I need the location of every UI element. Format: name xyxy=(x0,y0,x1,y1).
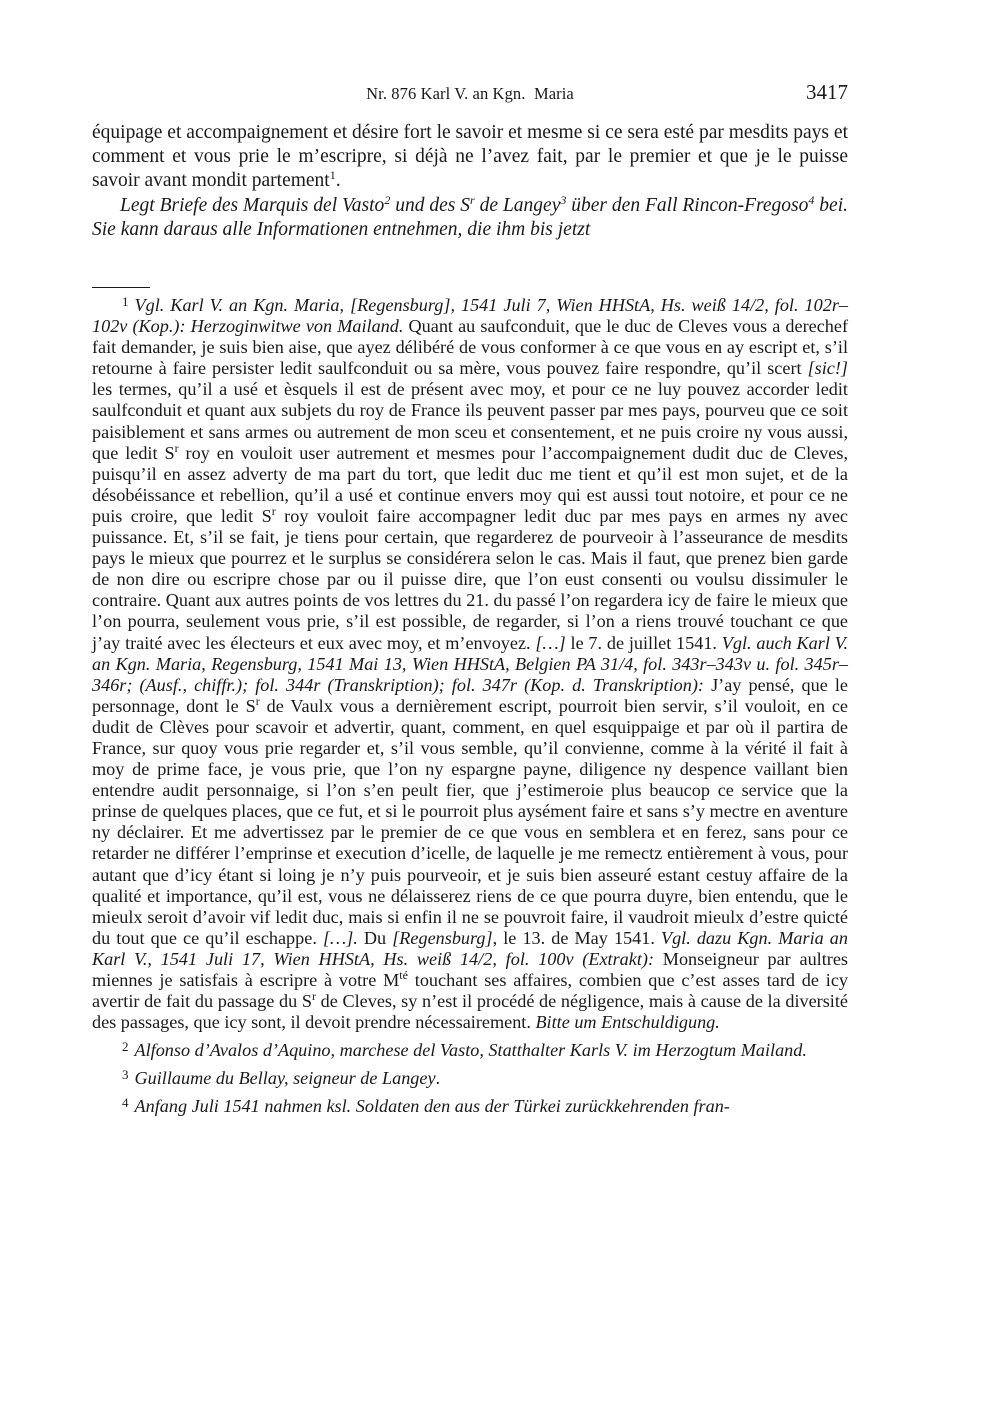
footnote-ref-4: 4 xyxy=(808,192,815,207)
footnote-1: $^1$ Vgl. Karl V. an Kgn. Maria, [Regensburg], 1541 Juli 7, Wien HHStA, Hs. weiß 14/2, fol. 102r–102v (Kop.): Herzoginwitwe von Mailand. Quant au saufconduit, que le duc de Cleves vous a derechef fait demander, je suis bien aise, que ayez délibéré de vous conformer à ce que vous en ay escript et, s’il retourne à faire persister ledit saulfconduit ou sa mère, vous pouvez faire respondre, qu’il scert [sic!] les termes, qu’il a usé et èsquels il est de présent avec moy, et pour ce ne luy pouvez accorder ledit saulfconduit et quant aux subjets du roy de France ils peuvent passer par mes pays, pourveu que ce soit paisiblement et sans armes ou autrement de mon sceu et consentement, et ne puis croire ny vous aussi, que ledit $S^r$ roy en vouloit user autrement et mesmes pour l’accompaignement dudit duc de Cleves, puisqu’il en assez adverty de ma part du tort, que ledit duc me tient et qu’il est mon sujet, et de la désobéissance et rebellion, qu’il a usé et continue envers moy qui est aussi tout notoire, et pour ce ne puis croire, que ledit $S^r$ roy vouloit faire accompagner ledit duc par mes pays en armes ny avec puissance. Et, s’il se fait, je tiens pour certain, que regarderez de pourveoir à l’asseurance de mesdits pays le mieux que pourrez et le surplus se considérera selon le cas. Mais il faut, que prenez bien garde de non dire ou escripre chose par ou il puisse dire, que l’on eust consenti ou voulsu dissimuler le contraire. Quant aux autres points de vos lettres du 21. du passé l’on regardera icy de faire le mieux que l’on pourra, seulement vous prie, s’il est possible, de regarder, si l’on a riens trouvé touchant ce que j’ay traité avec les électeurs et eux avec moy, et m’envoyez. […] le 7. de juillet 1541. Vgl. auch Karl V. an Kgn. Maria, Regensburg, 1541 Mai 13, Wien HHStA, Belgien PA 31/4, fol. 343r–343v u. fol. 345r–346r; (Ausf., chiffr.); fol. 344r (Transkription); fol. 347r (Kop. d. Transkription): J’ay pensé, que le personnage, dont le $S^r$ de Vaulx vous a dernièrement escript, pourroit bien servir, s’il vouloit, en ce dudit de Clèves pour scavoir et advertir, quant, comment, en quel esquippaige et par où il partira de France, sur quoy vous prie regarder et, s’il vous semble, qu’il convienne, comme à la vérité il fait à moy de prime face, je vous prie, que l’on ny espargne payne, diligence ny despence vaillant bien entendre audit personnaige, si l’on s’en peult fier, que j’estimeroie plus beaucop ce service que la prinse de quelques places, que ce fut, et si le pourroit plus aysément faire et sans s’y mectre en aventure ny déclairer. Et me advertissez par le premier de ce que vous en semblera et en ferez, sans pour ce retarder ne différer l’emprinse et execution d’icelle, de laquelle je me remectz entièrement à vous, pour autant que d’icy étant si loing je n’y puis pourveoir, et je suis bien asseuré estant cestuy affaire de la qualité et importance, qu’il est, vous ne délaisserez riens de ce que pourra duyre, bien entendu, que le mieulx seroit d’avoir vif ledit duc, mais si enfin il ne se pouvroit faire, il vaudroit mieulx d’estre quicté du tout que ce qu’il eschappe. […]. Du [Regensburg], le 13. de May 1541. Vgl. dazu Kgn. Maria an Karl V., 1541 Juli 17, Wien HHStA, Hs. weiß 14/2, fol. 100v (Extrakt): Monseigneur par aultres miennes je satisfais à escripre à votre $M^{té}$ touchant ses affaires, combien que c’est asses tard de icy avertir de fait du passage du $S^r$ de Cleves, sy n’est il procédé de négligence, mais à cause de la diversité des passages, que icy sont, il devoit prendre nécessairement. Bitte um Entschuldigung. xyxy=(92,294,849,1033)
footnote-number: 2 xyxy=(122,1039,129,1055)
footnote-4: $^4$ Anfang Juli 1541 nahmen ksl. Soldaten den aus der Türkei zurückkehrenden fran- xyxy=(122,1095,730,1117)
page-number: 3417 xyxy=(806,80,848,104)
running-title: Nr. 876 Karl V. an Kgn. Maria xyxy=(366,84,574,103)
paragraph-2-editorial-summary: Legt Briefe des Marquis del Vasto$^2$ und des $S^r$ de Langey$^3$ über den Fall Rincon-Fregoso$^4$ bei. Sie kann daraus alle Informationen entnehmen, die ihm bis jetzt xyxy=(92,192,848,240)
footnote-number: 1 xyxy=(122,294,129,309)
footnote-ref-2: 2 xyxy=(384,192,391,207)
footnote-number: 3 xyxy=(122,1067,129,1083)
footnote-ref-1: 1 xyxy=(329,168,336,183)
main-text xyxy=(92,121,848,242)
footnote-number: 4 xyxy=(122,1095,129,1111)
footnote-separator xyxy=(92,287,150,288)
footnote-ref-3: 3 xyxy=(560,192,567,207)
footnotes xyxy=(92,291,848,1118)
footnote-3: $^3$ Guillaume du Bellay, seigneur de Langey. xyxy=(122,1067,441,1089)
footnote-2: $^2$ Alfonso d’Avalos d’Aquino, marchese del Vasto, Statthalter Karls V. im Herzogtum Mailand. xyxy=(122,1039,807,1061)
page-header xyxy=(92,80,848,110)
paragraph-1: équipage et accompaignement et désire fort le savoir et mesme si ce sera esté par mesdits pays et comment et vous prie le m’escripre, si déjà ne l’avez fait, par le premier et que je le puisse savoir avant mondit partement$^1$. xyxy=(92,122,848,192)
